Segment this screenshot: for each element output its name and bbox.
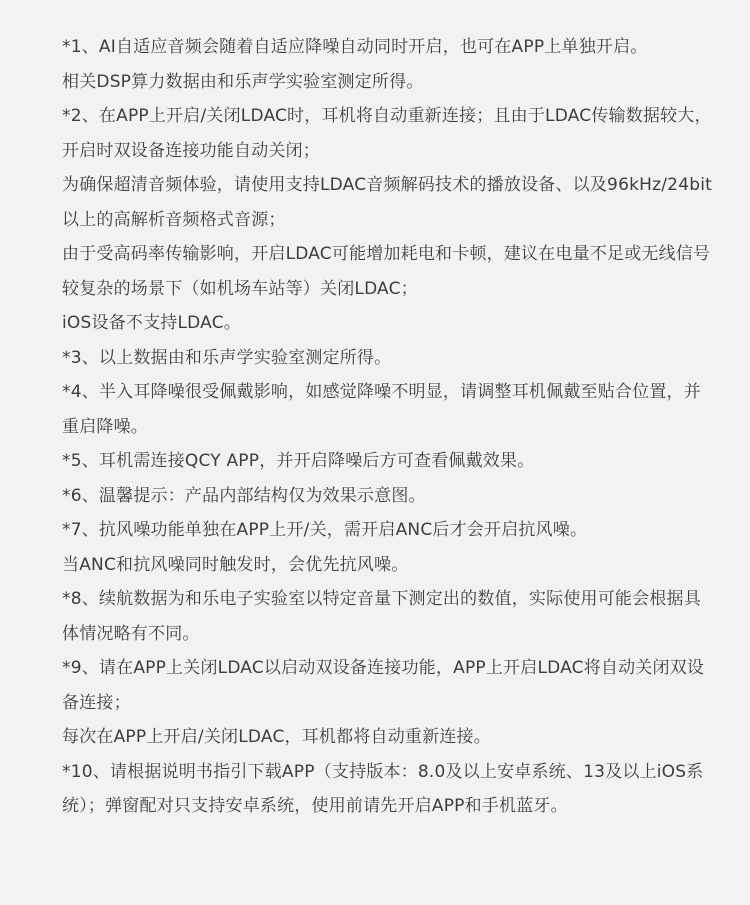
note-7-detail: 当ANC和抗风噪同时触发时，会优先抗风噪。 (62, 554, 409, 575)
note-2-detail-c: iOS设备不支持LDAC。 (62, 313, 241, 333)
note-5: *5、耳机需连接QCY APP，并开启降噪后方可查看佩戴效果。 (62, 451, 535, 471)
note-3: *3、以上数据由和乐声学实验室测定所得。 (62, 347, 392, 368)
note-7: *7、抗风噪功能单独在APP上开/关，需开启ANC后才会开启抗风噪。 (62, 520, 588, 540)
note-10: *10、请根据说明书指引下载APP（支持版本：8.0及以上安卓系统、13及以上iOS系统）；弹窗配对只支持安卓系统，使用前请先开启APP和手机蓝牙。 (62, 761, 704, 816)
note-2-detail-a: 为确保超清音频体验，请使用支持LDAC音频解码技术的播放设备、以及96kHz/24bit以上的高解析音频格式音源； (62, 175, 712, 230)
note-9: *9、请在APP上关闭LDAC以启动双设备连接功能，APP上开启LDAC将自动关闭双设备连接； (62, 658, 705, 713)
note-8: *8、续航数据为和乐电子实验室以特定音量下测定出的数值，实际使用可能会根据具体情况略有不同。 (62, 589, 701, 644)
note-2-detail-b: 由于受高码率传输影响，开启LDAC可能增加耗电和卡顿，建议在电量不足或无线信号较复杂的场景下（如机场车站等）关闭LDAC； (62, 244, 711, 299)
note-9-detail: 每次在APP上开启/关闭LDAC，耳机都将自动重新连接。 (62, 727, 491, 747)
note-1-detail: 相关DSP算力数据由和乐声学实验室测定所得。 (62, 71, 424, 92)
note-6: *6、温馨提示：产品内部结构仅为效果示意图。 (62, 485, 426, 506)
note-1: *1、AI自适应音频会随着自适应降噪自动同时开启，也可在APP上单独开启。 (62, 37, 648, 57)
note-2: *2、在APP上开启/关闭LDAC时，耳机将自动重新连接；且由于LDAC传输数据较大，开启时双设备连接功能自动关闭； (62, 106, 712, 161)
footnotes (62, 30, 712, 824)
note-4: *4、半入耳降噪很受佩戴影响，如感觉降噪不明显，请调整耳机佩戴至贴合位置，并重启降噪。 (62, 382, 701, 437)
